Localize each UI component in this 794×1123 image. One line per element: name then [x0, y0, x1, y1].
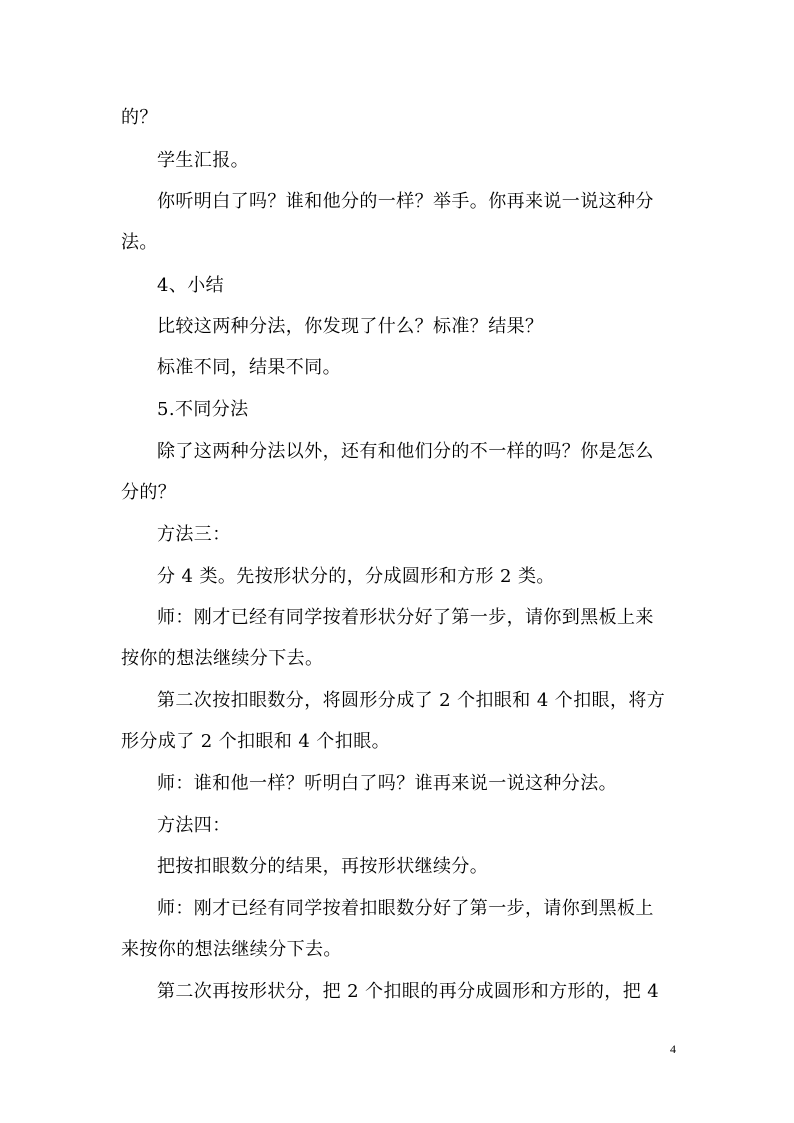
text-line: 比较这两种分法，你发现了什么？标准？结果？: [157, 316, 544, 337]
text-line: 分 4 类。先按形状分的，分成圆形和方形 2 类。: [157, 566, 555, 587]
text-line: 法。: [121, 232, 158, 253]
text-line: 除了这两种分法以外，还有和他们分的不一样的吗？你是怎么: [157, 441, 654, 462]
section-heading: 5.不同分法: [157, 399, 249, 420]
text-line: 形分成了 2 个扣眼和 4 个扣眼。: [121, 731, 390, 752]
text-line: 按你的想法继续分下去。: [121, 648, 324, 669]
text-line: 第二次按扣眼数分，将圆形分成了 2 个扣眼和 4 个扣眼，将方: [157, 690, 666, 711]
text-line: 标准不同，结果不同。: [157, 357, 341, 378]
subheading: 方法四：: [157, 815, 231, 836]
subheading: 方法三：: [157, 524, 231, 545]
text-line: 来按你的想法继续分下去。: [121, 939, 342, 960]
text-line: 分的？: [121, 482, 177, 503]
text-line: 第二次再按形状分，把 2 个扣眼的再分成圆形和方形的，把 4: [157, 981, 660, 1002]
text-line: 的？: [121, 107, 158, 128]
section-heading: 4、小结: [157, 275, 225, 296]
text-line: 师：谁和他一样？听明白了吗？谁再来说一说这种分法。: [157, 773, 617, 794]
text-line: 把按扣眼数分的结果，再按形状继续分。: [157, 856, 489, 877]
text-line: 师：刚才已经有同学按着形状分好了第一步，请你到黑板上来: [157, 607, 654, 628]
text-line: 学生汇报。: [157, 150, 249, 171]
text-line: 师：刚才已经有同学按着扣眼数分好了第一步，请你到黑板上: [157, 898, 654, 919]
page-number: 4: [670, 1042, 676, 1056]
text-line: 你听明白了吗？谁和他分的一样？举手。你再来说一说这种分: [157, 191, 654, 212]
